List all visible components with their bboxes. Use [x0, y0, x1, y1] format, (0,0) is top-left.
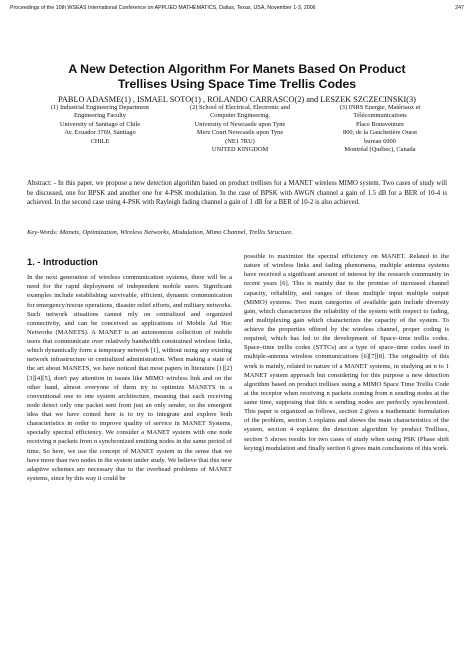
affiliation-line: (1) Industrial Engineering Department: [50, 104, 150, 111]
running-header: [10, 5, 464, 11]
affiliation-3: [310, 104, 450, 154]
affiliation-line: University of Santiago of Chile: [59, 120, 141, 128]
affiliation-line: Place Bonaventure: [355, 120, 405, 128]
left-column: [27, 252, 232, 483]
affiliation-line: UNITED KINGDOM: [211, 146, 269, 154]
abstract: Abstract: - In this paper, we propose a new detection algorithm based on product trellises for a MANET wireless MIMO system. Two cases of study will be discussed, one for BPSK and another one for 4-PSK modulation. In the case of BPSK with AWGN channel a gain of 1.5 dB for a BER of 10-4 is achieved. In the second case using 4-PSK with Rayleigh fading channel a gain of 1 dB for a BER of 10-2 is also achieved.: [27, 180, 447, 207]
affiliation-2: [170, 104, 310, 154]
affiliation-line: bureau 6900: [364, 137, 396, 145]
keywords: Key-Words: Manets, Optimization, Wireless Networks, Modulation, Mimo Channel, Trellis Structure.: [27, 229, 293, 236]
running-head-text: Proceedings of the 10th WSEAS International Conference on APPLIED MATHEMATICS, Dallas, Texas, USA, November 1-3, 2006: [10, 5, 316, 11]
section-heading: 1. - Introduction: [27, 256, 98, 267]
affiliation-line: University of Newcastle upon Tyne: [194, 120, 286, 128]
affiliation-line: Av. Ecuador 3769, Santiago: [64, 129, 136, 137]
paper-title: [20, 62, 454, 92]
affiliation-1: [30, 104, 170, 146]
affiliation-line: (NE1 7RU): [225, 137, 255, 145]
affiliation-line: 800, de la Gauchetière Ouest: [343, 129, 417, 137]
affiliation-line: (2) School of Electrical, Electronic and: [189, 104, 291, 111]
author-list: PABLO ADASME(1) , ISMAEL SOTO(1) , ROLANDO CARRASCO(2) and LESZEK SZCZECINSKI(3): [58, 95, 416, 104]
affiliation-line: Montréal (Québec), Canada: [344, 146, 416, 154]
body-paragraph: In the next generation of wireless communication systems, there will be a need for the rapid deployment of independent mobile users. Significant examples include establishing survivable, efficient, dynamic communication for emergency/rescue operations, disaster relief efforts, and military networks. Such network situations cannot rely on centralized and organized connectivity, and can be conceived as applications of Mobile Ad Hoc Networks (MANETS). A MANET is an autonomous collection of mobile users that communicate over relatively bandwidth constrained wireless links, which dynamically form a temporary network [1], without using any existing network infrastructure or centralized administration. When making a state of the art about MANETS, we have noticed that most papers in literature [1][2][3][4][5], don't pay attention in issues like MIMO wireless link and on the other hand, almost everyone of them try to optimize MANETS in a conventional one to one system architecture, meaning that each receiving node detect only one packet sent from just an only sender, so the emergent idea that we have coined here is to try to integrate and explore both characteristics in order to improve quality of service in MANET Systems, specially spectral efficiency. We consider a MANET system with one node receiving n packets from n synchronized emitting nodes in the same period of time. So here, we use the concept of MANET system in the sense that we have more than two nodes in the system under study. We believe that this new adaptive schemes are necessary due to the overhead problems of MANET systems, since by this way it could be: [27, 274, 233, 482]
affiliation-line: Computer Engineering.: [210, 112, 270, 120]
affiliations: [0, 104, 474, 164]
title-line-1: A New Detection Algorithm For Manets Based On Product: [68, 62, 406, 76]
page-number: 247: [455, 5, 464, 11]
affiliation-line: (3) INRS Energie, Matériaux et: [339, 104, 421, 111]
affiliation-line: Engineering Faculty: [74, 112, 126, 120]
affiliation-line: CHILE: [90, 137, 110, 145]
body-paragraph: possible to maximize the spectral efficiency on MANET. Related to the nature of wireless links and fading phenomena, multiple antenna systems have received a significant amount of interest by the research community in recent years [6]. This is mainly due to the promise of increased channel capacity, reliability, and ranges of these multiple input multiple output (MIMO) systems. Two main categories of available gain include diversity gain, which characterizes the reliability of the system with respect to fading, and multiplexing gain which characterizes the capacity of the system. To achieve the properties offered by the wireless channel, proper coding is required, which has led to the development of Space–time trellis codes. Space–time trellis codes (STTCs) are a type of space–time codes used in multiple-antenna wireless communications [6][7][8]. The originality of this work is mainly, related to nature of a MANET systems, in studying an n to 1 MANET system approach but considering for this purpose a new detection algorithm based on product trellises using a MIMO Space Time Trellis Code at the receptor when receiving n packets coming from n sending nodes at the same time, supposing that this n sending nodes are perfectly synchronized. This paper is organized as follows, section 2 gives a mathematic formulation of the problem, section 3 explains and shows the main characteristics of the system, section 4 explains the detection algorithm by product Trellises, section 5 shows results for two cases of study when using PSK (Phase shift keying) modulation and finally section 6 gives main conclusions of this work.: [244, 253, 449, 452]
affiliation-line: Merz Court Newcastle upon Tyne: [196, 129, 284, 137]
title-line-2: Trellises Using Space Time Trellis Codes: [117, 77, 357, 91]
right-column: [244, 252, 449, 453]
affiliation-line: Télécommunications: [353, 112, 407, 120]
